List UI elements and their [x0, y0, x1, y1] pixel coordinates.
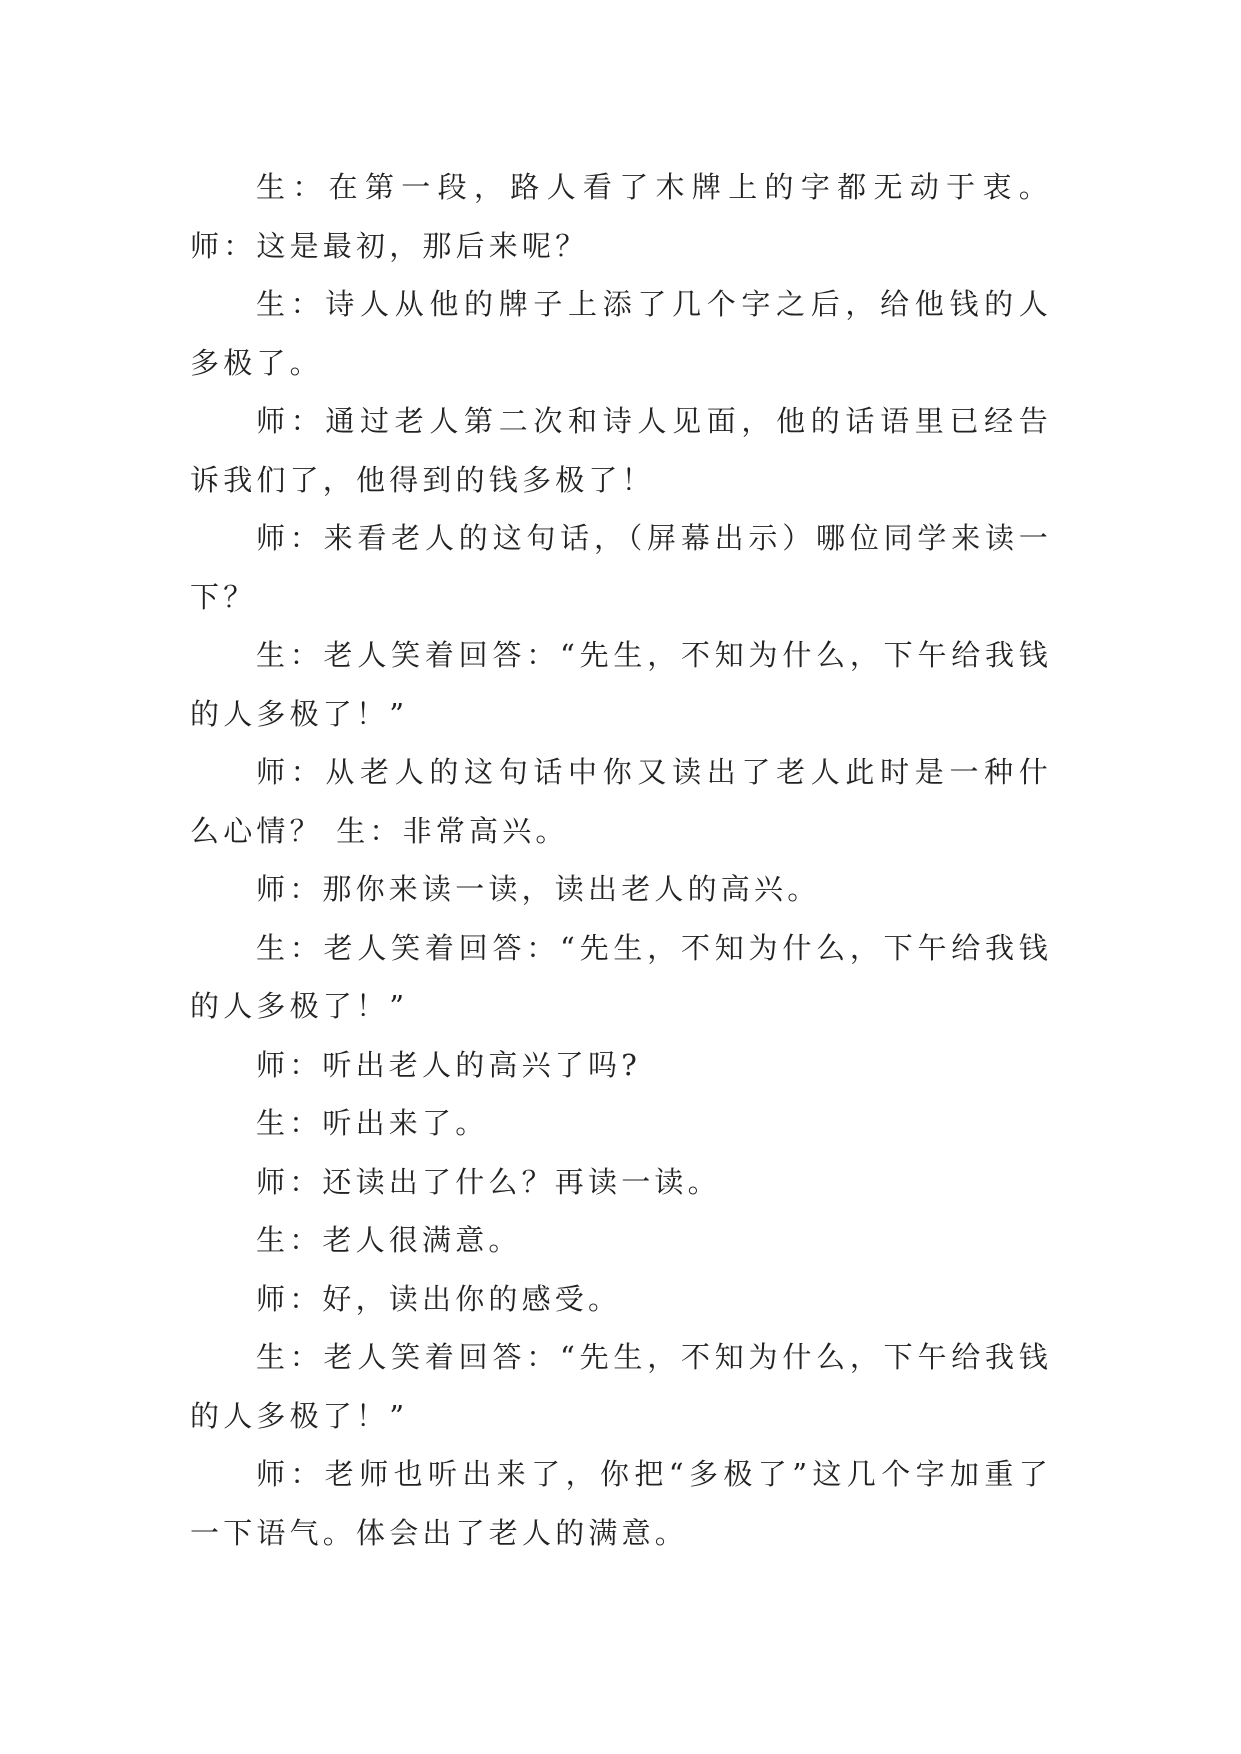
paragraph: 师：从老人的这句话中你又读出了老人此时是一种什么心情？ 生：非常高兴。	[190, 755, 1052, 848]
paragraph: 生：老人很满意。	[256, 1223, 522, 1257]
paragraph: 师：听出老人的高兴了吗?	[256, 1047, 641, 1082]
paragraph: 生：老人笑着回答：“先生，不知为什么，下午给我钱的人多极了！”	[190, 930, 1052, 1023]
paragraph: 生：听出来了。	[256, 1106, 489, 1140]
document-body	[190, 158, 1052, 1562]
paragraph: 师：还读出了什么？再读一读。	[256, 1164, 721, 1199]
paragraph: 师：来看老人的这句话，（屏幕出示）哪位同学来读一下？	[190, 521, 1052, 614]
paragraph: 生：老人笑着回答：“先生，不知为什么，下午给我钱的人多极了！”	[190, 1340, 1052, 1433]
paragraph: 师：通过老人第二次和诗人见面，他的话语里已经告诉我们了，他得到的钱多极了！	[190, 404, 1052, 497]
paragraph: 生：诗人从他的牌子上添了几个字之后，给他钱的人多极了。	[190, 287, 1052, 380]
paragraph: 师：好，读出你的感受。	[256, 1281, 622, 1316]
paragraph: 生：老人笑着回答：“先生，不知为什么，下午给我钱的人多极了！”	[190, 638, 1052, 731]
paragraph: 师：那你来读一读，读出老人的高兴。	[256, 872, 821, 906]
paragraph: 生：在第一段，路人看了木牌上的字都无动于衷。 师：这是最初，那后来呢？	[190, 170, 1052, 263]
paragraph: 师：老师也听出来了，你把“多极了”这几个字加重了一下语气。体会出了老人的满意。	[190, 1457, 1052, 1550]
